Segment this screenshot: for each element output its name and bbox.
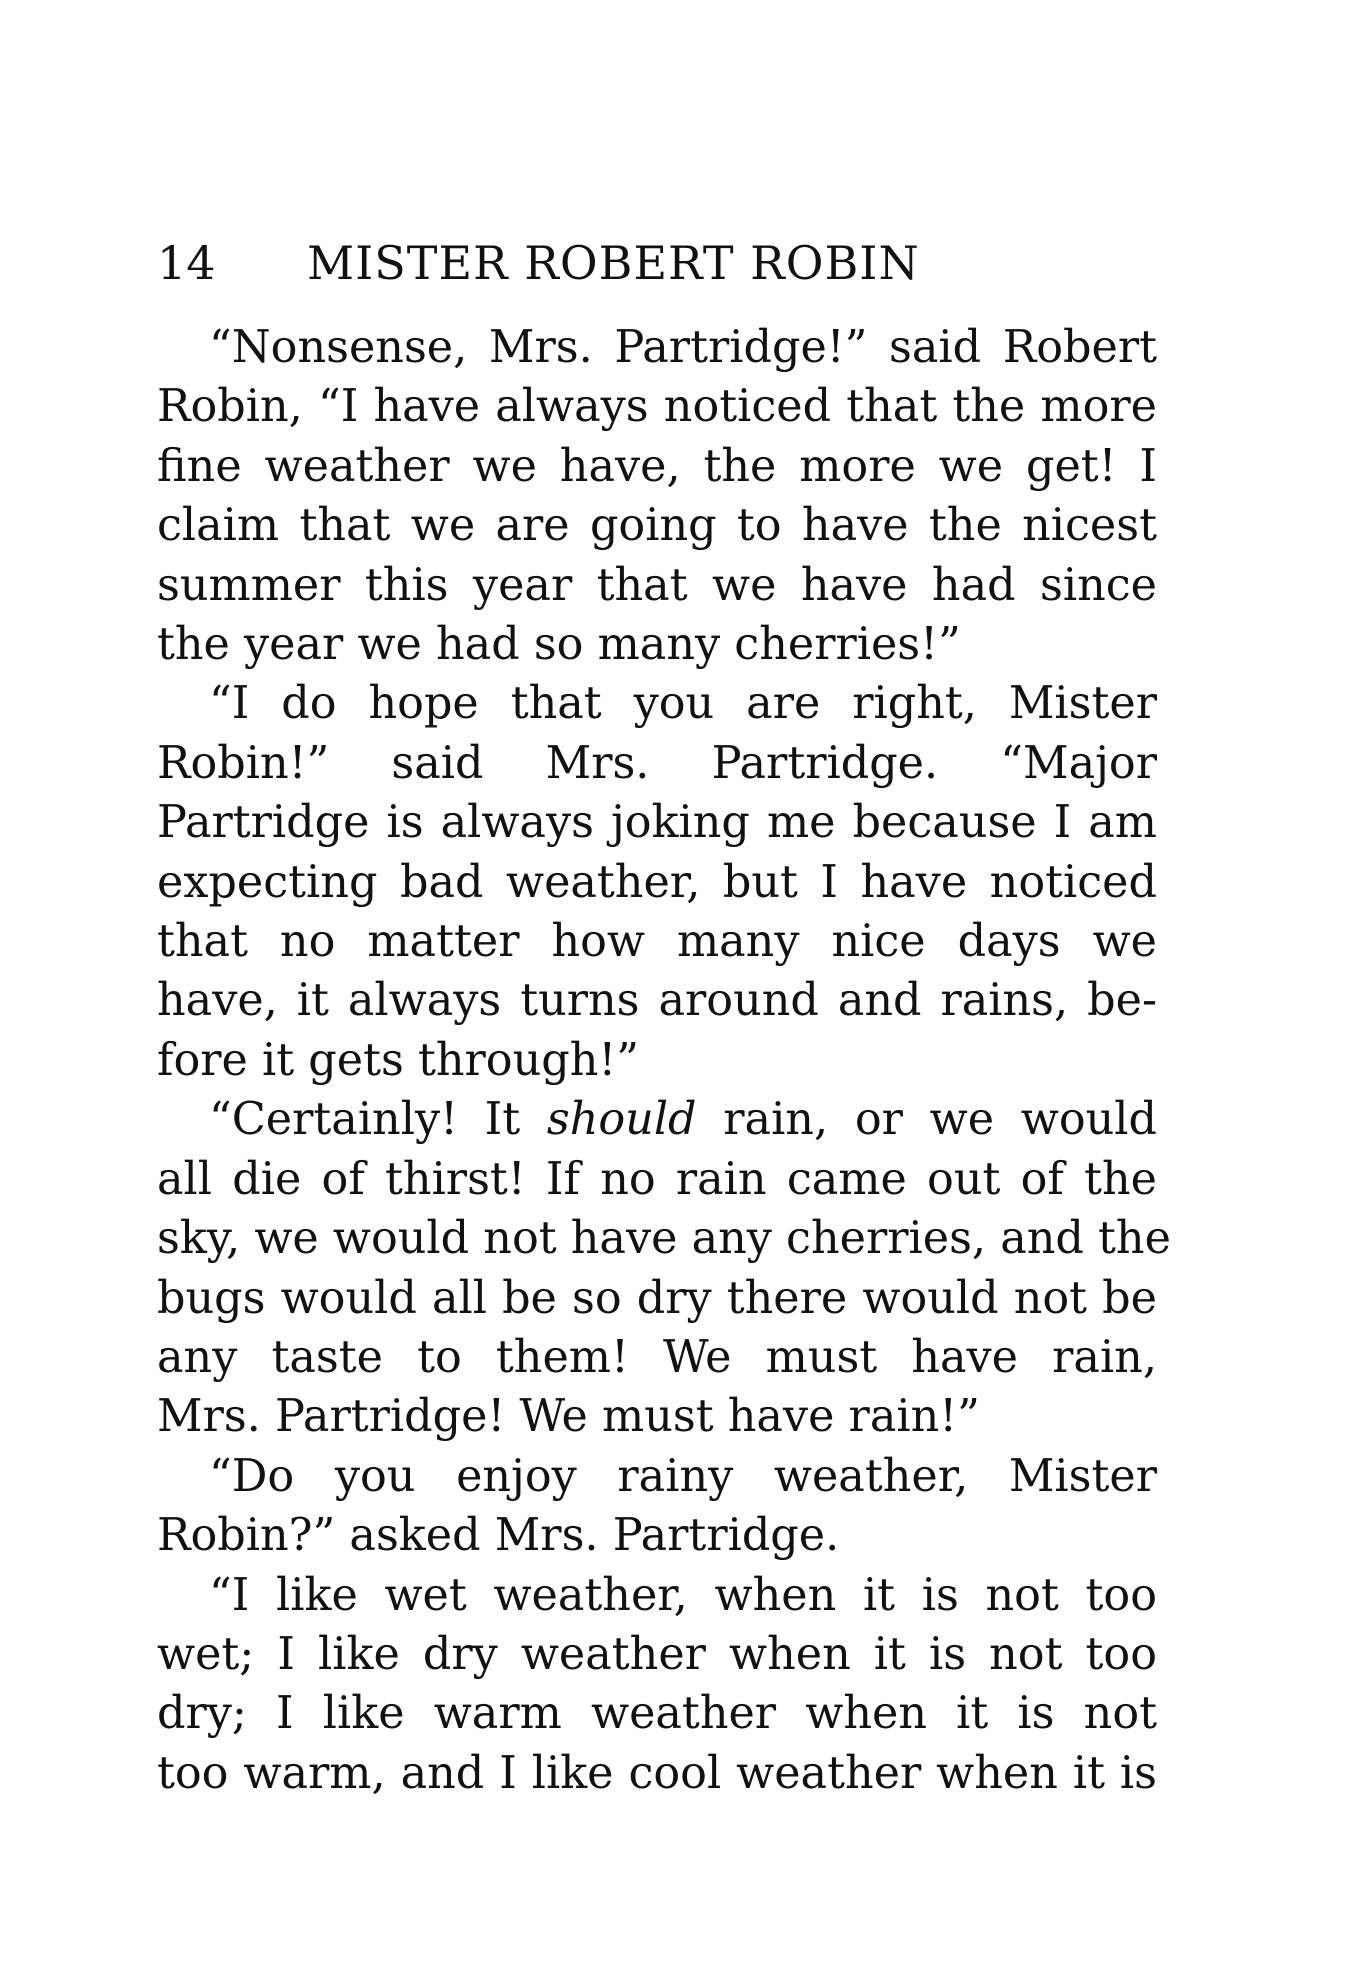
text-line: Mrs. Partridge! We must have rain!” [157, 1391, 980, 1443]
paragraph [157, 318, 1157, 674]
text-line: fore it gets through!” [157, 1034, 640, 1086]
paragraph [157, 1566, 1157, 1804]
text-line: fine weather we have, the more we get! I [157, 440, 1157, 492]
paragraph [157, 1090, 1171, 1446]
text-line: “I do hope that you are right, Mister [209, 678, 1157, 730]
text-line: sky, we would not have any cherries, and the [157, 1213, 1171, 1265]
text-fragment: rain, or we would [696, 1094, 1158, 1146]
text-line: summer this year that we have had since [157, 559, 1157, 611]
page-number: 14 [157, 236, 216, 290]
text-line: “I like wet weather, when it is not too [209, 1569, 1157, 1621]
text-line: expecting bad weather, but I have noticed [157, 856, 1157, 908]
paragraph [157, 1447, 1157, 1566]
text-line: dry; I like warm weather when it is not [157, 1688, 1157, 1740]
text-line: Robin!” said Mrs. Partridge. “Major [157, 737, 1157, 789]
body-text [157, 318, 1171, 1803]
text-line: wet; I like dry weather when it is not too [157, 1628, 1157, 1680]
paragraph [157, 674, 1157, 1090]
page-header [157, 228, 1157, 298]
text-line: claim that we are going to have the nicest [157, 500, 1157, 552]
text-line: that no matter how many nice days we [157, 916, 1157, 968]
text-line: any taste to them! We must have rain, [157, 1331, 1157, 1383]
text-line: all die of thirst! If no rain came out of the [157, 1153, 1157, 1205]
running-title: MISTER ROBERT ROBIN [307, 236, 920, 290]
text-line: the year we had so many cherries!” [157, 619, 961, 671]
text-line: “Nonsense, Mrs. Partridge!” said Robert [209, 322, 1157, 373]
text-line: bugs would all be so dry there would not be [157, 1272, 1157, 1324]
emphasized-word: should [546, 1094, 697, 1146]
text-fragment: “Certainly! It [209, 1094, 547, 1146]
text-line: Partridge is always joking me because I am [157, 797, 1157, 849]
text-line: too warm, and I like cool weather when it is [157, 1747, 1157, 1799]
text-line: Robin?” asked Mrs. Partridge. [157, 1510, 840, 1562]
text-line: have, it always turns around and rains, be- [157, 975, 1157, 1027]
text-line [157, 1090, 1157, 1149]
text-line: Robin, “I have always noticed that the more [157, 381, 1157, 433]
text-line: “Do you enjoy rainy weather, Mister [209, 1450, 1157, 1502]
